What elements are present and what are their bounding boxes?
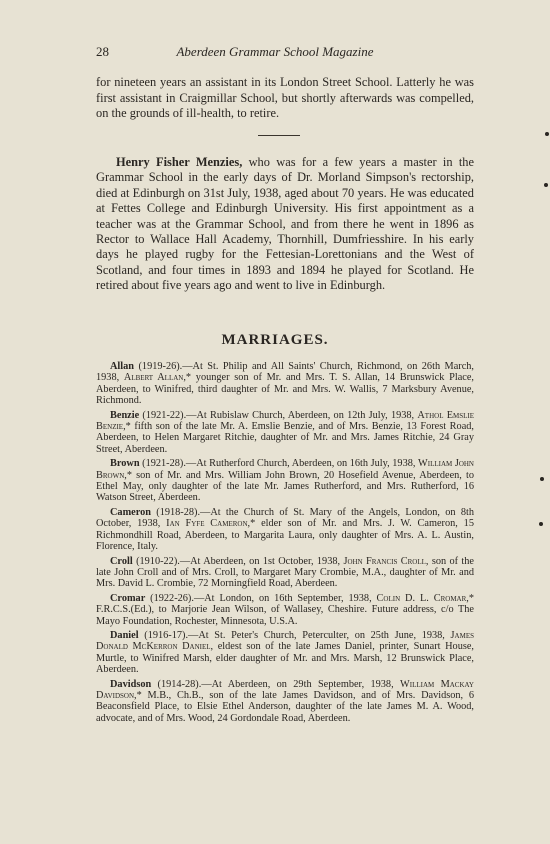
entry-groom: William John Brown,*	[96, 458, 474, 481]
entry-years: (1910-22).	[132, 555, 180, 567]
entry-post: F.R.C.S.(Ed.), to Marjorie Jean Wilson, of Wallasey, Cheshire. Future address, c/o The Mayo Foundation, Rochester, Minnesota, U.S.A.	[96, 604, 474, 627]
entry-post: son of Mr. and Mrs. William John Brown, 20 Hosefield Avenue, Aberdeen, to Ethel May, only daughter of the late Mr. James Rutherford, and Mrs. Rutherford, 16 Watson Street, Aberdeen.	[96, 469, 474, 504]
marriages-list	[96, 361, 474, 727]
marriage-entry	[96, 458, 474, 504]
entry-name: Allan	[110, 361, 135, 372]
entry-post: fifth son of the late Mr. A. Emslie Benzie, and of Mrs. Benzie, 13 Forest Road, Aberdeen, to Helen Margaret Ritchie, daughter of Mr. and Mrs. James Ritchie, 24 Gray Street, Aberdeen.	[96, 421, 474, 455]
entry-groom: Albert Allan,*	[123, 372, 192, 384]
obituary-text: who was for a few years a master in the Grammar School in the early days of Dr. Morland Simpson's rectorship, died at Edinburgh on 31st July, 1938, aged about 70 years. He was educated at Fettes College and Edinburgh University. His first appointment as a teacher was at the Grammar School, and from there he went in 1896 as Rector to Wallace Hall Academy, Thornhill, Dumfriesshire. In his early days he played rugby for the Fettesian-Lorettonians and the West of Scotland, and four times in 1893 and 1894 he played for Scotland. He retired about five years ago and went to live in Edinburgh.	[96, 155, 474, 293]
entry-name: Croll	[110, 555, 133, 567]
entry-pre: —At St. Philip and All Saints' Church, Richmond, on 26th March, 1938,	[96, 361, 474, 384]
marriage-entry	[96, 410, 474, 456]
entry-groom: Ian Fyfe Cameron,*	[166, 518, 256, 530]
entry-years: (1922-26).	[145, 592, 194, 604]
marriage-entry	[96, 507, 474, 553]
entry-pre: —At Rubislaw Church, Aberdeen, on 12th July, 1938,	[186, 409, 418, 421]
section-divider	[258, 135, 300, 136]
marriage-entry	[96, 630, 474, 676]
entry-pre: —At the Church of St. Mary of the Angels, London, on 8th October, 1938,	[96, 506, 474, 530]
entry-pre: —At St. Peter's Church, Peterculter, on 25th June, 1938,	[188, 629, 451, 641]
entry-groom: Athol Emslie Benzie,*	[96, 409, 475, 433]
page-number: 28	[96, 44, 109, 59]
entry-years: (1921-28).	[139, 458, 186, 470]
entry-groom: John Francis Croll,	[343, 555, 429, 567]
obituary-paragraph	[96, 155, 474, 294]
entry-years: (1916-17).	[138, 629, 189, 641]
entry-post: M.B., Ch.B., son of the late James Davidson, and of Mrs. Davidson, 6 Beaconsfield Place, to Elsie Ethel Anderson, daughter of the late James M. A. Wood, advocate, and of Mrs. Wood, 24 Gordondale Road, Aberdeen.	[96, 689, 474, 724]
entry-post: younger son of Mr. and Mrs. T. S. Allan, 14 Brunswick Place, Aberdeen, to Winifred, third daughter of Mr. and Mrs. W. Wallis, 7 Marksbury Avenue, Richmond.	[96, 372, 474, 407]
intro-paragraph: for nineteen years an assistant in its London Street School. Latterly he was first assistant in Craigmillar School, but shortly afterwards was compelled, on the grounds of ill-health, to retire.	[96, 75, 474, 121]
margin-mark	[539, 522, 543, 526]
entry-post: eldest son of the late James Daniel, printer, Sunart House, Murtle, to Winifred Marsh, elder daughter of Mr. and Mrs. Marsh, 12 Brunswick Place, Aberdeen.	[96, 641, 474, 676]
obituary-name: Henry Fisher Menzies,	[116, 155, 243, 169]
entry-name: Daniel	[110, 629, 139, 641]
entry-pre: —At Rutherford Church, Aberdeen, on 16th July, 1938,	[185, 458, 419, 470]
marriages-heading: MARRIAGES.	[221, 332, 329, 348]
entry-name: Brown	[110, 458, 140, 470]
marriage-entry	[96, 556, 474, 590]
entry-post: son of the late John Croll and of Mrs. Croll, to Margaret Mary Crombie, M.A., daughter of Mr. and Mrs. David L. Crombie, 72 Morningfield Road, Aberdeen.	[96, 555, 475, 590]
entry-years: (1919-26).	[134, 361, 183, 372]
entry-name: Benzie	[110, 409, 140, 421]
entry-pre: —At London, on 16th September, 1938,	[193, 592, 377, 604]
margin-mark	[545, 132, 549, 136]
entry-groom: James Donald McKerron Daniel,	[96, 629, 474, 653]
entry-groom: William Mackay Davidson,*	[96, 678, 474, 701]
entry-groom: Colin D. L. Cromar,*	[376, 592, 474, 604]
margin-mark	[544, 183, 548, 187]
marriage-entry	[96, 361, 474, 407]
entry-name: Cameron	[110, 506, 151, 518]
entry-years: (1918-28).	[151, 506, 201, 518]
entry-name: Cromar	[110, 592, 146, 604]
entry-name: Davidson	[110, 678, 152, 690]
entry-post: elder son of Mr. and Mrs. J. W. Cameron, 15 Richmondhill Road, Aberdeen, to Margarita Laura, only daughter of Mrs. A. L. Austin, Florence, Italy.	[96, 518, 474, 553]
margin-mark	[540, 477, 544, 481]
running-title: Aberdeen Grammar School Magazine	[176, 44, 374, 59]
marriage-entry	[96, 679, 474, 725]
page-header	[96, 44, 454, 62]
entry-years: (1921-22).	[139, 409, 187, 421]
entry-pre: —At Aberdeen, on 1st October, 1938,	[179, 555, 344, 567]
entry-pre: —At Aberdeen, on 29th September, 1938,	[201, 678, 401, 690]
entry-years: (1914-28).	[151, 678, 202, 690]
marriage-entry	[96, 593, 474, 627]
